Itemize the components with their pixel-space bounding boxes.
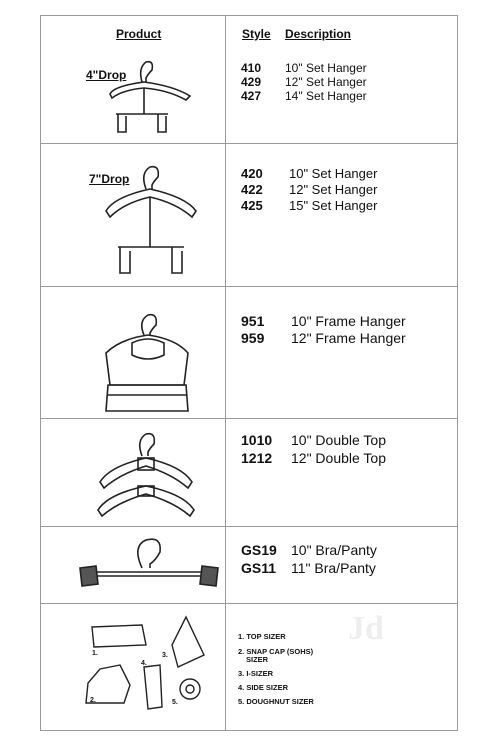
row-divider [40, 286, 458, 287]
header-style: Style [242, 27, 271, 41]
drop-label-7: 7"Drop [89, 172, 130, 186]
drop-label-4: 4"Drop [86, 68, 127, 82]
product-row: GS19 10" Bra/Panty [241, 542, 377, 558]
sizer-list-item: 1. TOP SIZER [238, 632, 286, 641]
product-row: 951 10" Frame Hanger [241, 313, 406, 329]
product-row: 1010 10" Double Top [241, 432, 387, 448]
sizer-list-item: SIZER [246, 655, 269, 664]
product-row: GS11 11" Bra/Panty [241, 560, 376, 576]
row-divider [40, 526, 458, 527]
product-row: 422 12" Set Hanger [241, 182, 378, 197]
sizer-number-2: 2. [90, 697, 96, 704]
sizer-list-item: 2. SNAP CAP (SOHS) [238, 647, 314, 656]
row-divider [40, 418, 458, 419]
header-description: Description [285, 27, 352, 41]
frame-hanger-illustration [102, 313, 192, 413]
product-row: 420 10" Set Hanger [241, 166, 378, 181]
product-row: 959 12" Frame Hanger [241, 330, 406, 346]
sizer-list-item: 5. DOUGHNUT SIZER [238, 697, 314, 706]
set-hanger-4-drop-illustration [108, 58, 194, 138]
row-divider [40, 603, 458, 604]
set-hanger-7-drop-illustration [104, 165, 200, 277]
product-row: 1212 12" Double Top [241, 450, 387, 466]
row-divider [40, 143, 458, 144]
sizer-list-item: 3. I-SIZER [238, 669, 274, 678]
header-product: Product [116, 27, 162, 41]
bra-panty-hanger-illustration [78, 538, 220, 594]
sizer-list-item: 4. SIDE SIZER [238, 683, 289, 692]
sizer-number-1: 1. [92, 650, 98, 657]
product-row: 429 12" Set Hanger [241, 75, 367, 89]
sizer-number-4: 4. [141, 660, 147, 667]
product-row: 425 15" Set Hanger [241, 198, 378, 213]
column-divider [225, 15, 226, 731]
sizer-number-3: 3. [162, 652, 168, 659]
product-row: 410 10" Set Hanger [241, 61, 367, 75]
sizer-number-5: 5. [172, 699, 178, 706]
double-top-hanger-illustration [94, 432, 198, 518]
sizers-illustration [80, 615, 220, 715]
product-row: 427 14" Set Hanger [241, 89, 367, 103]
watermark: Jd [348, 610, 384, 647]
